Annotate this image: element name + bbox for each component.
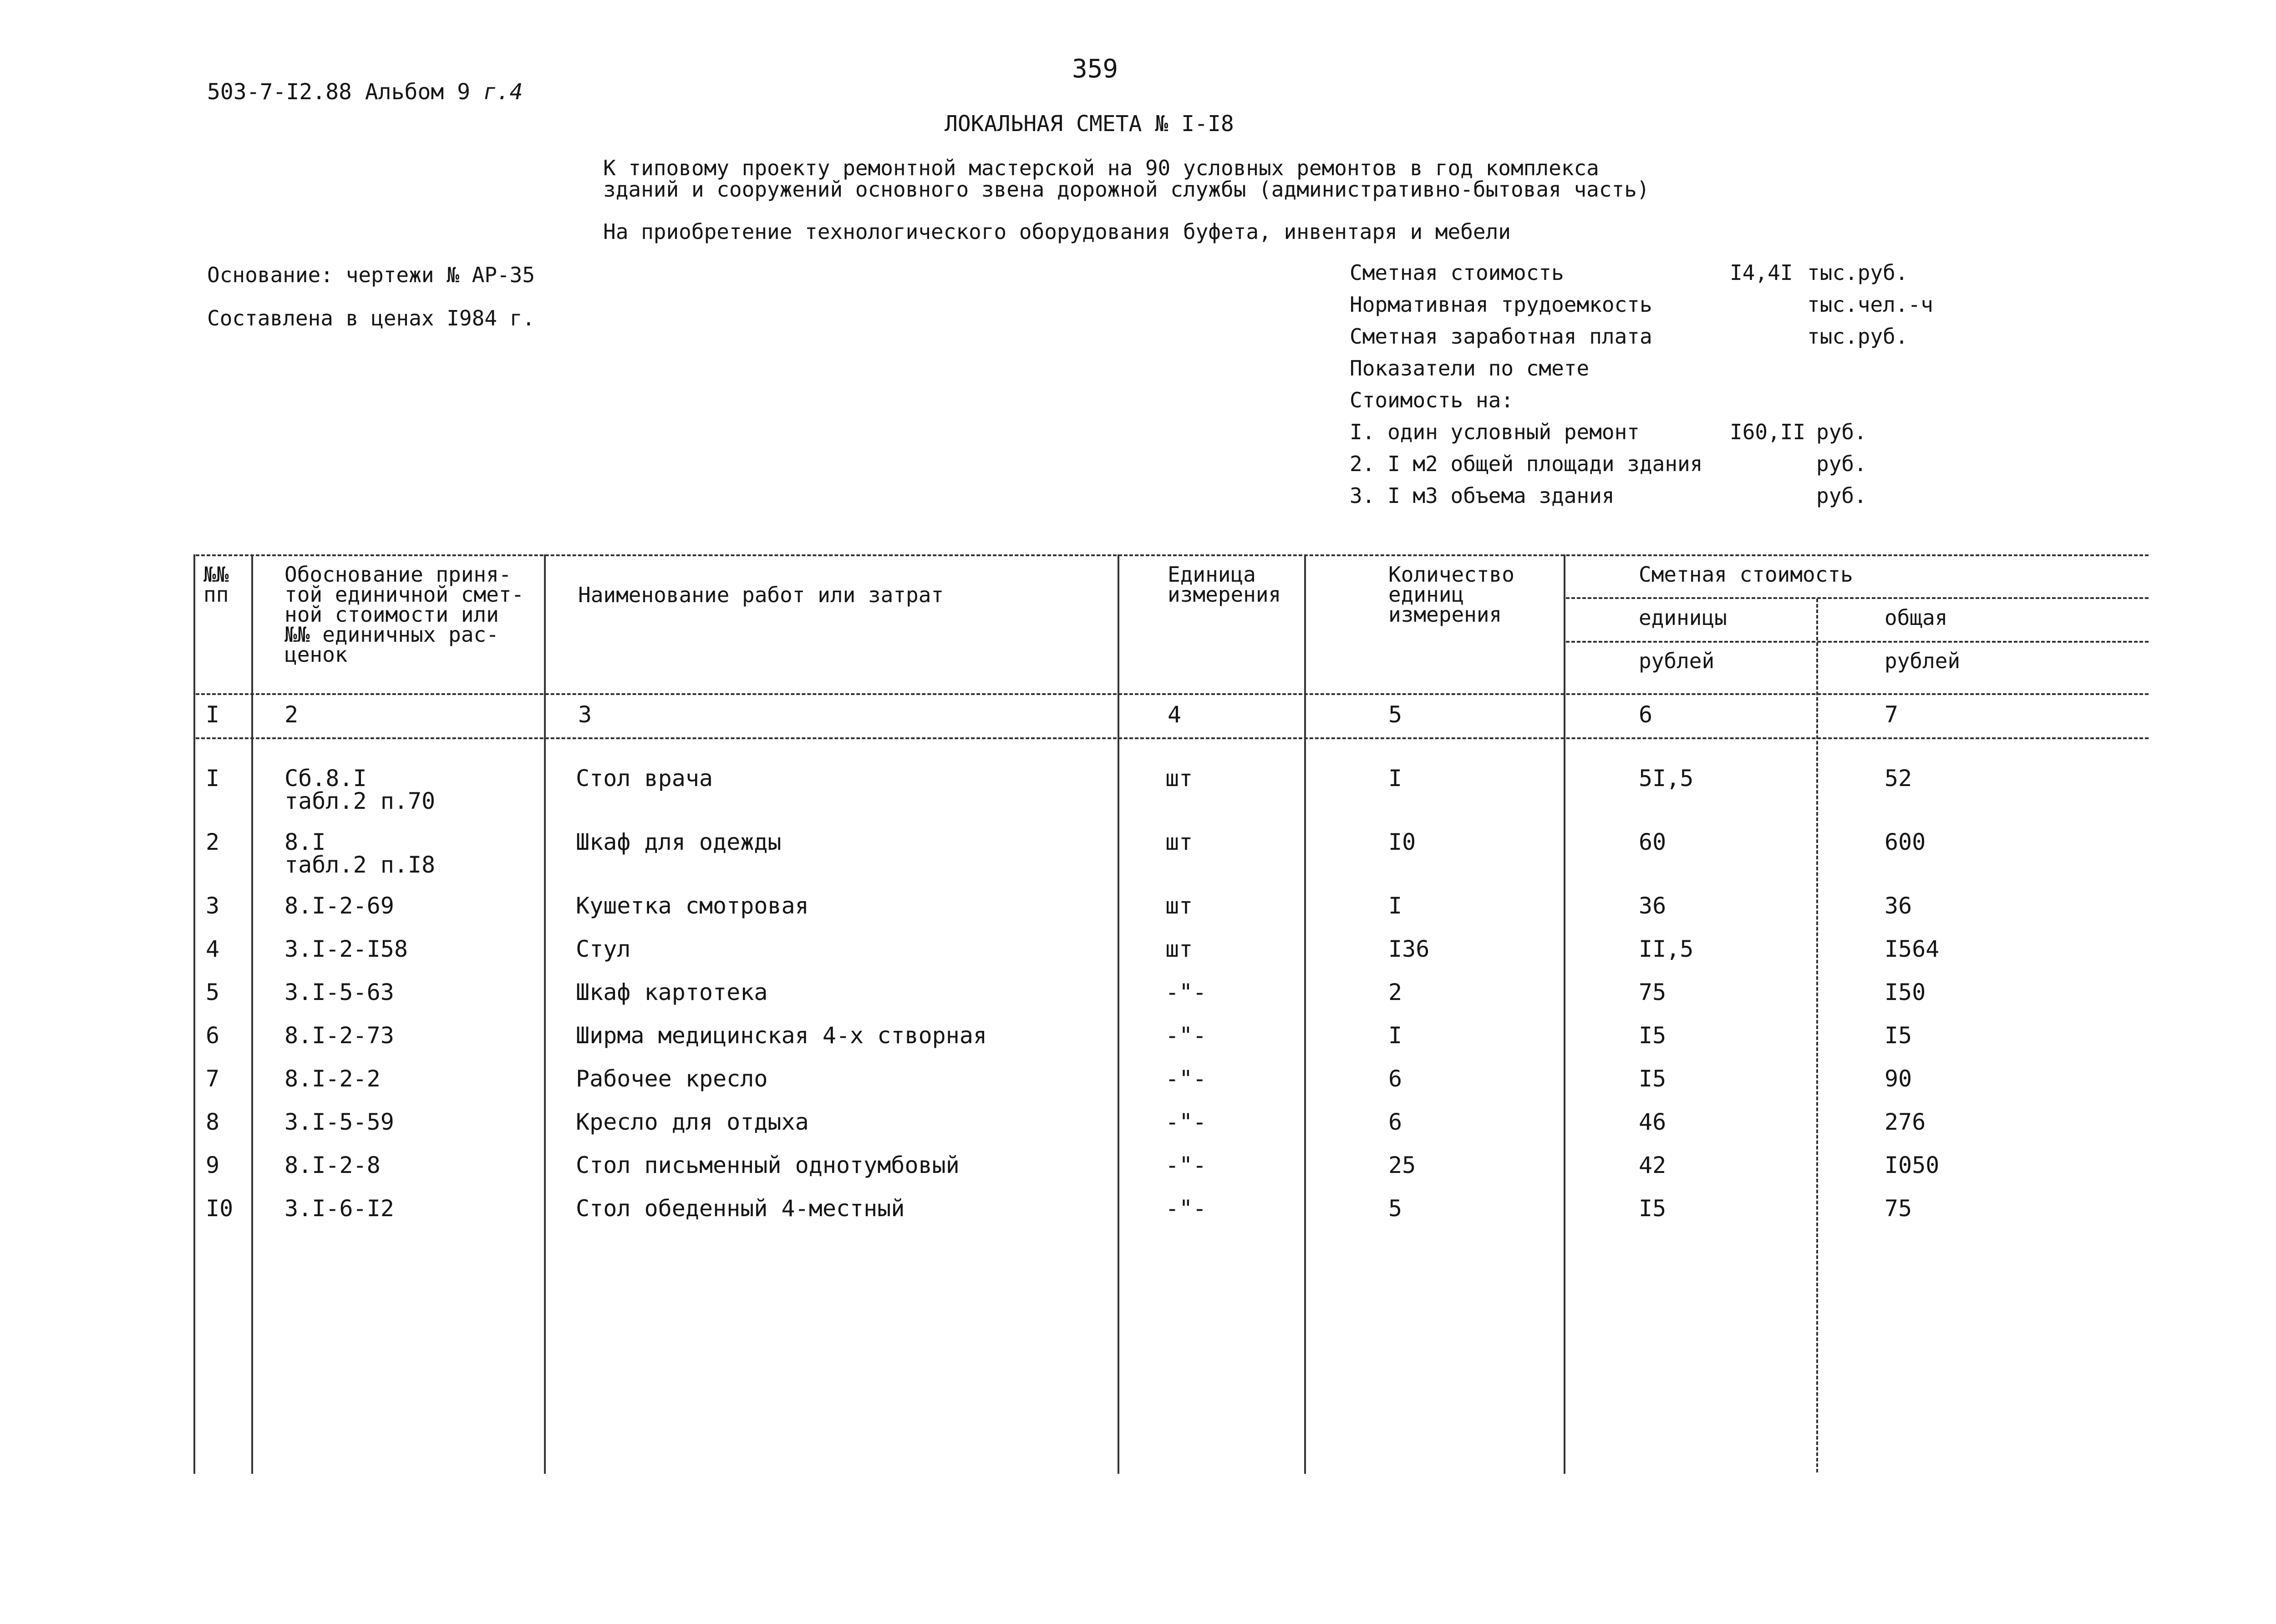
header-text: Единица (1168, 562, 1256, 587)
row-total: 90 (1885, 1066, 1912, 1092)
document-code-text: 503-7-I2.88 Альбом 9 (207, 79, 470, 105)
summary-label: 2. I м2 общей площади здания (1350, 452, 1703, 476)
row-code: 3.I-5-63 (284, 979, 394, 1005)
col-number: 5 (1388, 701, 1402, 728)
summary-label: Сметная заработная плата (1350, 324, 1652, 349)
row-name: Ширма медицинская 4-х створная (576, 1022, 987, 1049)
col-number: 7 (1885, 701, 1899, 728)
document-title: ЛОКАЛЬНАЯ СМЕТА № I-I8 (945, 111, 1234, 137)
summary-unit: тыс.руб. (1807, 260, 1908, 285)
row-unit: шт (1165, 829, 1193, 855)
subtitle-line-1: К типовому проекту ремонтной мастерской на 90 условных ремонтов в год комплекса (603, 156, 1599, 180)
row-total: I564 (1885, 936, 1940, 962)
row-price: I5 (1639, 1022, 1666, 1049)
table-rule-cost-header (1566, 597, 2149, 599)
row-number: 2 (206, 829, 220, 855)
row-total: 276 (1885, 1109, 1926, 1135)
row-qty: 6 (1388, 1066, 1402, 1092)
table-rule-colnum-bottom (196, 737, 2149, 739)
row-price: 36 (1639, 893, 1666, 919)
row-number: 8 (206, 1109, 220, 1135)
row-price: I5 (1639, 1195, 1666, 1222)
handwritten-note: г.4 (483, 79, 523, 105)
row-number: 4 (206, 936, 220, 962)
row-qty: I (1388, 1022, 1402, 1049)
table-col-divider (1118, 554, 1119, 1474)
row-total: 52 (1885, 765, 1912, 792)
row-unit: -"- (1165, 1022, 1207, 1049)
header-col7-unit: рублей (1885, 649, 1961, 673)
row-total: I5 (1885, 1022, 1912, 1049)
row-qty: 25 (1388, 1152, 1416, 1178)
row-unit: -"- (1165, 1109, 1207, 1135)
summary-unit: тыс.чел.-ч (1807, 292, 1933, 317)
row-code-detail: табл.2 п.I8 (284, 852, 436, 878)
purpose-line: На приобретение технологического оборудования буфета, инвентаря и мебели (603, 219, 1511, 244)
row-number: 7 (206, 1066, 220, 1092)
row-price: I5 (1639, 1066, 1666, 1092)
row-number: 5 (206, 979, 220, 1005)
header-text: измерения (1388, 602, 1502, 627)
row-name: Стул (576, 936, 631, 962)
row-price: II,5 (1639, 936, 1694, 962)
row-unit: шт (1165, 936, 1193, 962)
row-code: 3.I-6-I2 (284, 1195, 394, 1222)
row-name: Стол письменный однотумбовый (576, 1152, 960, 1178)
row-qty: I36 (1388, 936, 1430, 962)
table-col-divider (1816, 599, 1818, 1472)
row-code: 8.I-2-69 (284, 893, 394, 919)
row-qty: 5 (1388, 1195, 1402, 1222)
header-col4 (1168, 562, 1281, 607)
row-code: 8.I-2-73 (284, 1022, 394, 1049)
summary-unit: руб. (1816, 452, 1867, 476)
row-name: Стол обеденный 4-местный (576, 1195, 905, 1222)
header-col2 (284, 564, 524, 665)
row-code: 8.I-2-8 (284, 1152, 381, 1178)
row-price: 5I,5 (1639, 765, 1694, 792)
row-code: 8.I (284, 829, 326, 855)
row-code: 3.I-5-59 (284, 1109, 394, 1135)
subtitle-line-2: зданий и сооружений основного звена дорожной службы (административно-бытовая часть) (603, 177, 1650, 202)
row-name: Кресло для отдыха (576, 1109, 809, 1135)
table-col-divider (1564, 554, 1565, 1474)
row-price: 60 (1639, 829, 1666, 855)
row-number: I (206, 765, 220, 792)
row-unit: -"- (1165, 1066, 1207, 1092)
row-unit: -"- (1165, 1195, 1207, 1222)
header-text: Количество (1388, 562, 1514, 587)
summary-label: 3. I м3 объема здания (1350, 483, 1615, 508)
row-number: I0 (206, 1195, 234, 1222)
header-text: №№ единичных рас- (284, 622, 499, 647)
header-col3: Наименование работ или затрат (578, 583, 944, 607)
header-text: пп (203, 582, 229, 607)
summary-value: I4,4I (1730, 260, 1793, 285)
row-total: 600 (1885, 829, 1926, 855)
row-number: 3 (206, 893, 220, 919)
col-number: I (206, 701, 220, 728)
summary-label: Нормативная трудоемкость (1350, 292, 1652, 317)
row-price: 75 (1639, 979, 1666, 1005)
header-text: измерения (1168, 582, 1281, 607)
table-border-left (193, 554, 195, 1474)
table-col-divider (251, 554, 253, 1474)
row-unit: -"- (1165, 979, 1207, 1005)
col-number: 4 (1168, 701, 1182, 728)
col-number: 2 (284, 701, 299, 728)
row-code: Сб.8.I (284, 765, 367, 792)
row-name: Кушетка смотровая (576, 893, 809, 919)
header-text: Обоснование приня- (284, 562, 512, 587)
col-number: 6 (1639, 701, 1653, 728)
summary-label: I. один условный ремонт (1350, 420, 1640, 444)
row-name: Шкаф картотека (576, 979, 768, 1005)
row-code-detail: табл.2 п.70 (284, 788, 436, 814)
row-code: 3.I-2-I58 (284, 936, 408, 962)
row-name: Рабочее кресло (576, 1066, 768, 1092)
header-col1 (203, 562, 229, 607)
summary-unit: руб. (1816, 483, 1867, 508)
summary-label: Стоимость на: (1350, 388, 1514, 412)
summary-value: I60,II (1730, 420, 1806, 444)
row-qty: I (1388, 893, 1402, 919)
table-rule-unit-header (1566, 641, 2149, 643)
header-cost: Сметная стоимость (1639, 562, 1853, 587)
page-number: 359 (1072, 54, 1118, 84)
row-total: 36 (1885, 893, 1912, 919)
header-text: №№ (203, 562, 229, 587)
table-rule-top (196, 554, 2149, 556)
header-text: ной стоимости или (284, 602, 499, 627)
header-col6: единицы (1639, 605, 1727, 630)
basis-line: Основание: чертежи № АР-35 (207, 263, 535, 287)
row-name: Шкаф для одежды (576, 829, 782, 855)
header-text: той единичной смет- (284, 582, 524, 607)
summary-label: Показатели по смете (1350, 356, 1590, 381)
row-qty: I (1388, 765, 1402, 792)
row-total: I050 (1885, 1152, 1940, 1178)
header-col7: общая (1885, 605, 1948, 630)
header-col6-unit: рублей (1639, 649, 1715, 673)
header-col5 (1388, 562, 1514, 627)
row-price: 46 (1639, 1109, 1666, 1135)
table-col-divider (1304, 554, 1306, 1474)
row-number: 9 (206, 1152, 220, 1178)
summary-unit: руб. (1816, 420, 1867, 444)
header-text: ценок (284, 642, 348, 667)
summary-label: Сметная стоимость (1350, 260, 1564, 285)
row-name: Стол врача (576, 765, 713, 792)
row-total: I50 (1885, 979, 1926, 1005)
prices-year-line: Составлена в ценах I984 г. (207, 306, 535, 330)
row-total: 75 (1885, 1195, 1912, 1222)
row-qty: 6 (1388, 1109, 1402, 1135)
header-text: единиц (1388, 582, 1464, 607)
row-code: 8.I-2-2 (284, 1066, 381, 1092)
col-number: 3 (578, 701, 592, 728)
row-qty: 2 (1388, 979, 1402, 1005)
row-unit: -"- (1165, 1152, 1207, 1178)
summary-unit: тыс.руб. (1807, 324, 1908, 349)
row-unit: шт (1165, 893, 1193, 919)
table-col-divider (544, 554, 546, 1474)
document-code (207, 80, 523, 104)
row-number: 6 (206, 1022, 220, 1049)
row-unit: шт (1165, 765, 1193, 792)
table-rule-header-bottom (196, 693, 2149, 695)
row-qty: I0 (1388, 829, 1416, 855)
row-price: 42 (1639, 1152, 1666, 1178)
